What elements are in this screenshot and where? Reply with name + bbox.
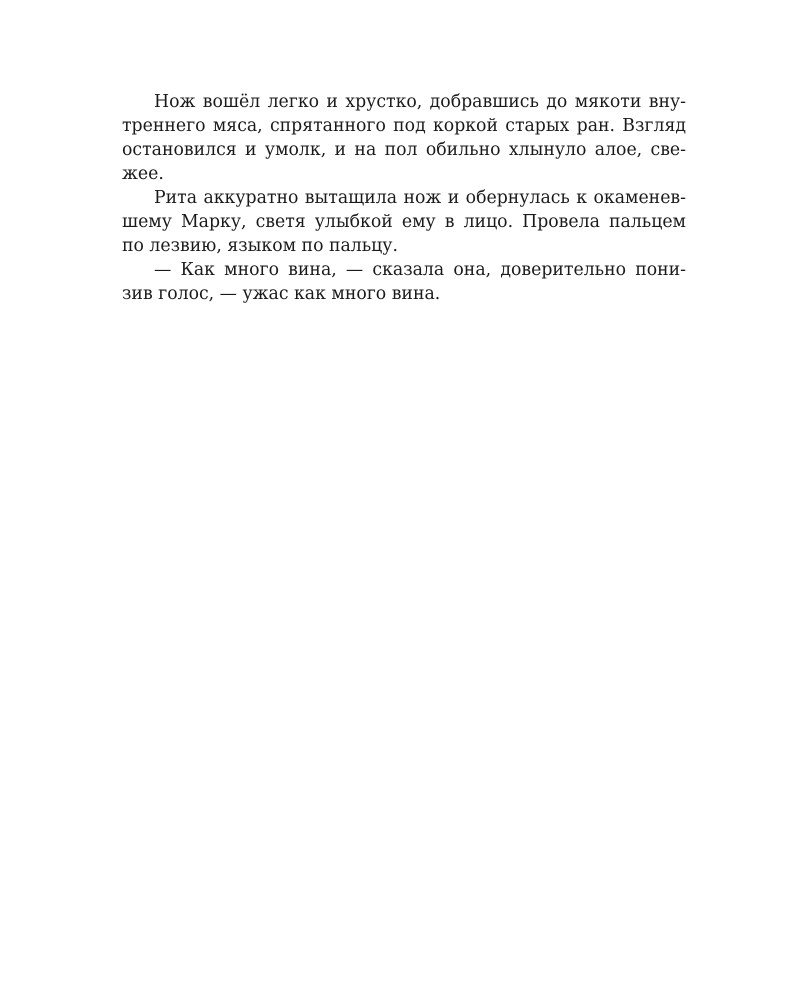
paragraph-3 xyxy=(122,258,686,306)
text-line: Нож вошёл легко и хрустко, добравшись до мякоти вну- xyxy=(154,92,686,112)
paragraph-2 xyxy=(122,186,686,258)
text-line: — Как много вина, — сказала она, доверительно пони- xyxy=(154,260,686,280)
text-line: остановился и умолк, и на пол обильно хлынуло алое, све- xyxy=(122,140,686,160)
text-line: жее. xyxy=(122,164,164,184)
text-line: шему Марку, светя улыбкой ему в лицо. Провела пальцем xyxy=(122,212,686,232)
text-line: зив голос, — ужас как много вина. xyxy=(122,284,441,304)
text-line: Рита аккуратно вытащила нож и обернулась к окаменев- xyxy=(154,188,686,208)
paragraph-1 xyxy=(122,90,686,186)
text-line: по лезвию, языком по пальцу. xyxy=(122,236,398,256)
body-text xyxy=(122,90,686,306)
text-line: треннего мяса, спрятанного под коркой старых ран. Взгляд xyxy=(122,116,686,136)
